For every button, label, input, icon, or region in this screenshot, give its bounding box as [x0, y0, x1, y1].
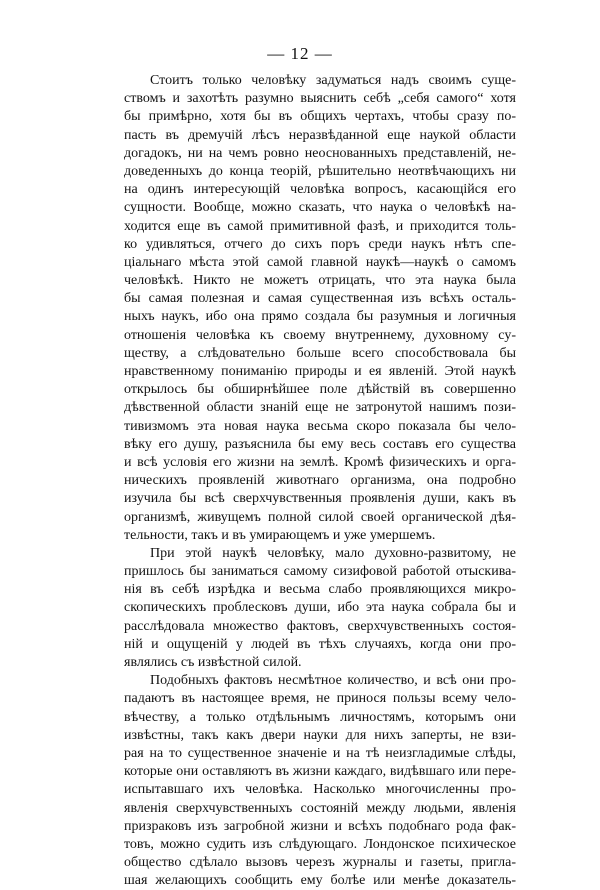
- body-text: [124, 72, 516, 890]
- text-line: ціальнаго мѣста этой самой главной наукѣ—наукѣ о самомъ: [124, 254, 516, 270]
- text-line: открылось бы обширнѣйшее поле дѣйствій въ совершенно: [124, 382, 516, 398]
- text-line: человѣкѣ. Никто не можетъ отрицать, что эта наука была: [124, 273, 516, 289]
- text-line: бы примѣрно, хотя бы въ общихъ чертахъ, чтобы сразу по-: [124, 109, 516, 125]
- text-line: шая желающихъ сообщить ему болѣе или менѣе доказатель-: [124, 873, 516, 889]
- text-line: скопическихъ проблесковъ души, ибо эта наука собрала бы и: [124, 600, 516, 616]
- text-line: на одинъ интересующій человѣка вопросъ, касающійся его: [124, 182, 516, 198]
- text-line: общество сдѣлало вызовъ черезъ журналы и газеты, пригла-: [124, 855, 516, 871]
- text-line: рая на то существенное значеніе и на тѣ неизгладимые слѣды,: [124, 745, 516, 761]
- text-line: изучила бы всѣ сверхчувственныя проявленія души, какъ въ: [124, 491, 516, 507]
- text-line: пасть въ дремучій лѣсъ неразвѣданной еще наукой области: [124, 127, 516, 143]
- text-line: призраковъ изъ загробной жизни и всѣхъ подобнаго рода фак-: [124, 818, 516, 834]
- text-line: тельности, такъ и въ умирающемъ и уже умершемъ.: [124, 527, 436, 543]
- text-line: При этой наукѣ человѣку, мало духовно-развитому, не: [150, 545, 516, 561]
- text-line: ствомъ и захотѣть разумно выяснить себѣ „себя самого“ хотя: [124, 91, 516, 107]
- paragraph: [124, 672, 516, 890]
- text-line: вѣчеству, а только отдѣльнымъ личностямъ, которымъ они: [124, 709, 516, 725]
- text-line: дѣвственной области знаній еще не затронутой нашимъ пози-: [124, 400, 516, 416]
- text-line: пришлось бы заниматься самому сизифовой работой отыскива-: [124, 564, 516, 580]
- text-line: сущности. Вообще, можно сказать, что наука о человѣкѣ на-: [124, 200, 516, 216]
- text-line: организмѣ, живущемъ полной силой своей органической дѣя-: [124, 509, 516, 525]
- text-line: тивизмомъ эта новая наука весьма скоро показала бы чело-: [124, 418, 516, 434]
- text-line: ній и ощущеній у людей въ тѣхъ случаяхъ, когда они про-: [124, 636, 516, 652]
- text-line: явленія сверхчувственныхъ состояній между людьми, явленія: [124, 800, 516, 816]
- text-line: извѣстны, такъ какъ двери науки для нихъ заперты, не взи-: [124, 727, 516, 743]
- text-line: которые они оставляютъ въ жизни каждаго, видѣвшаго или пере-: [124, 764, 516, 780]
- text-line: ко удивляться, отчего до сихъ поръ среди наукъ нѣтъ спе-: [124, 236, 516, 252]
- text-line: Подобныхъ фактовъ несмѣтное количество, и всѣ они про-: [150, 673, 516, 689]
- text-line: расслѣдовала множество фактовъ, сверхчувственныхъ состоя-: [124, 618, 516, 634]
- text-line: вѣку его душу, разъяснила бы ему весь составъ его существа: [124, 436, 516, 452]
- text-line: догадокъ, ни на чемъ ровно неоснованныхъ представленій, не-: [124, 145, 516, 161]
- text-line: ническихъ проявленій животнаго организма, она подробно: [124, 473, 516, 489]
- text-line: ществу, а слѣдовательно больше всего способствовала бы: [124, 345, 516, 361]
- text-line: Стоитъ только человѣку задуматься надъ своимъ суще-: [150, 73, 516, 88]
- text-line: отношенія человѣка къ своему внутреннему, духовному су-: [124, 327, 516, 343]
- text-line: падаютъ въ настоящее время, не принося пользы всему чело-: [124, 691, 516, 707]
- text-line: доведенныхъ до конца теорій, рѣшительно неотвѣчающихъ ни: [124, 163, 516, 179]
- paragraph: [124, 72, 516, 545]
- text-line: бы самая полезная и самая существенная изъ всѣхъ осталь-: [124, 291, 516, 307]
- text-line: товъ, можно судить изъ слѣдующаго. Лондонское психическое: [124, 836, 516, 852]
- text-line: нравственному пониманію природы и ея явленій. Этой наукѣ: [124, 364, 516, 379]
- text-line: являлись съ извѣстной силой.: [124, 655, 302, 670]
- text-line: нія въ себѣ изрѣдка и весьма слабо проявляющихся микро-: [124, 582, 516, 598]
- text-line: испытавшаго ихъ человѣка. Насколько многочисленны про-: [124, 782, 516, 798]
- text-line: и всѣ условія его жизни на землѣ. Кромѣ физическихъ и орга-: [124, 454, 516, 470]
- text-line: ходится еще въ самой примитивной фазѣ, и приходится толь-: [124, 218, 516, 234]
- paragraph: [124, 545, 516, 672]
- text-line: ныхъ наукъ, ибо она прямо создала бы разумныя и логичныя: [124, 309, 516, 325]
- page-number: — 12 —: [267, 44, 333, 63]
